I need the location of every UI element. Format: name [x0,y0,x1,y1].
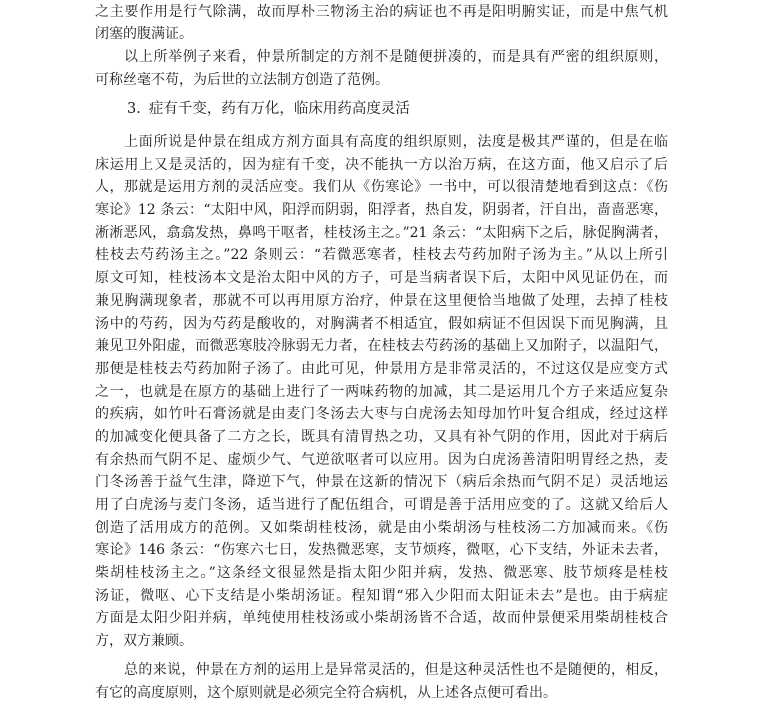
body-paragraph-line: 兼见卫外阳虚，而微恶寒肢冷脉弱无力者，在桂枝去芍药汤的基础上又加附子，以温阳气， [95,338,668,355]
body-paragraph-line: 原文可知，桂枝汤本文是治太阳中风的方子，可是当病者误下后，太阳中风见证仍在，而 [95,270,668,287]
body-paragraph-line: 上面所说是仲景在组成方剂方面具有高度的组织原则，法度是极其严谨的，但是在临 [124,134,668,151]
summary-paragraph [95,46,668,91]
body-paragraph-line: 人，那就是运用方剂的灵活应变。我们从《伤寒论》一书中，可以很清楚地看到这点：《伤 [95,179,668,196]
body-paragraph-line: 桂枝去芍药汤主之。”22 条则云：“若微恶寒者，桂枝去芍药加附子汤为主。”从以上所引 [95,247,668,264]
body-paragraph-line: 那便是桂枝去芍药加附子汤了。由此可见，仲景用方是非常灵活的，不过这仅是应变方式 [95,360,668,377]
body-paragraph-line: 的疾病，如竹叶石膏汤就是由麦门冬汤去大枣与白虎汤去知母加竹叶复合组成，经过这样 [95,406,668,423]
closing-paragraph-line: 有它的高度原则，这个原则就是必须完全符合病机，从上述各点便可看出。 [95,684,557,701]
body-paragraph-line: 方，双方兼顾。 [95,633,193,650]
body-paragraph-line: 门冬汤善于益气生津，降逆下气，仲景在这新的情况下（病后余热而气阴不足）灵活地运 [95,474,668,491]
text-column [95,1,668,705]
body-paragraph-line: 之一，也就是在原方的基础上进行了一两味药物的加减，其二是运用几个方子来适应复杂 [95,383,668,400]
body-paragraph-line: 创造了活用成方的范例。又如柴胡桂枝汤，就是由小柴胡汤与桂枝汤二方加减而来。《伤 [95,519,668,536]
body-paragraph-line: 用了白虎汤与麦门冬汤，适当进行了配伍组合，可谓是善于活用应变的了。这就又给后人 [95,497,668,514]
body-paragraph-line: 有余热而气阴不足、虚烦少气、气逆欲呕者可以应用。因为白虎汤善清阳明胃经之热，麦 [95,451,668,468]
continued-paragraph [95,1,668,46]
body-paragraph-line: 淅淅恶风，翕翕发热，鼻鸣干呕者，桂枝汤主之。”21 条云：“太阳病下之后，脉促胸满者， [95,224,668,241]
body-paragraph-line: 寒论》146 条云：“伤寒六七日，发热微恶寒，支节烦疼，微呕，心下支结，外证未去者， [95,542,668,559]
body-paragraph [95,131,668,653]
section-title: 症有千变，药有万化，临床用药高度灵活 [148,101,410,118]
summary-paragraph-line: 可称丝毫不苟，为后世的立法制方创造了范例。 [95,71,389,88]
summary-paragraph-line: 以上所举例子来看，仲景所制定的方剂不是随便拼凑的，而是具有严密的组织原则， [124,48,668,65]
closing-paragraph-line: 总的来说，仲景在方剂的运用上是异常灵活的，但是这种灵活性也不是随便的，相反， [124,661,668,678]
body-paragraph-line: 的加减变化便具备了二方之长，既具有清胃热之功，又具有补气阴的作用，因此对于病后 [95,428,668,445]
body-paragraph-line: 寒论》12 条云：“太阳中风，阳浮而阴弱，阳浮者，热自发，阴弱者，汗自出，啬啬恶寒， [95,202,668,219]
closing-paragraph [95,659,668,704]
body-paragraph-line: 汤证，微呕、心下支结是小柴胡汤证。程知谓“邪入少阳而太阳证未去”是也。由于病症 [95,587,668,604]
body-paragraph-line: 柴胡桂枝汤主之。”这条经文很显然是指太阳少阳并病，发热、微恶寒、肢节烦疼是桂枝 [95,565,668,582]
body-paragraph-line: 兼见胸满现象者，那就不可以再用原方治疗，仲景在这里便恰当地做了处理，去掉了桂枝 [95,292,668,309]
body-paragraph-line: 床运用上又是灵活的，因为症有千变，决不能执一方以治万病，在这方面，他又启示了后 [95,156,668,173]
section-number: 3. [127,101,141,118]
section-heading [95,98,668,121]
body-paragraph-line: 方面是太阳少阳并病，单纯使用桂枝汤或小柴胡汤皆不合适，故而仲景便采用柴胡桂枝合 [95,610,668,627]
continued-paragraph-line: 之主要作用是行气除满，故而厚朴三物汤主治的病证也不再是阳明腑实证，而是中焦气机 [95,3,668,20]
continued-paragraph-line: 闭塞的腹满证。 [95,26,193,43]
body-paragraph-line: 汤中的芍药，因为芍药是酸收的，对胸满者不相适宜，假如病证不但因误下而见胸满，且 [95,315,668,332]
